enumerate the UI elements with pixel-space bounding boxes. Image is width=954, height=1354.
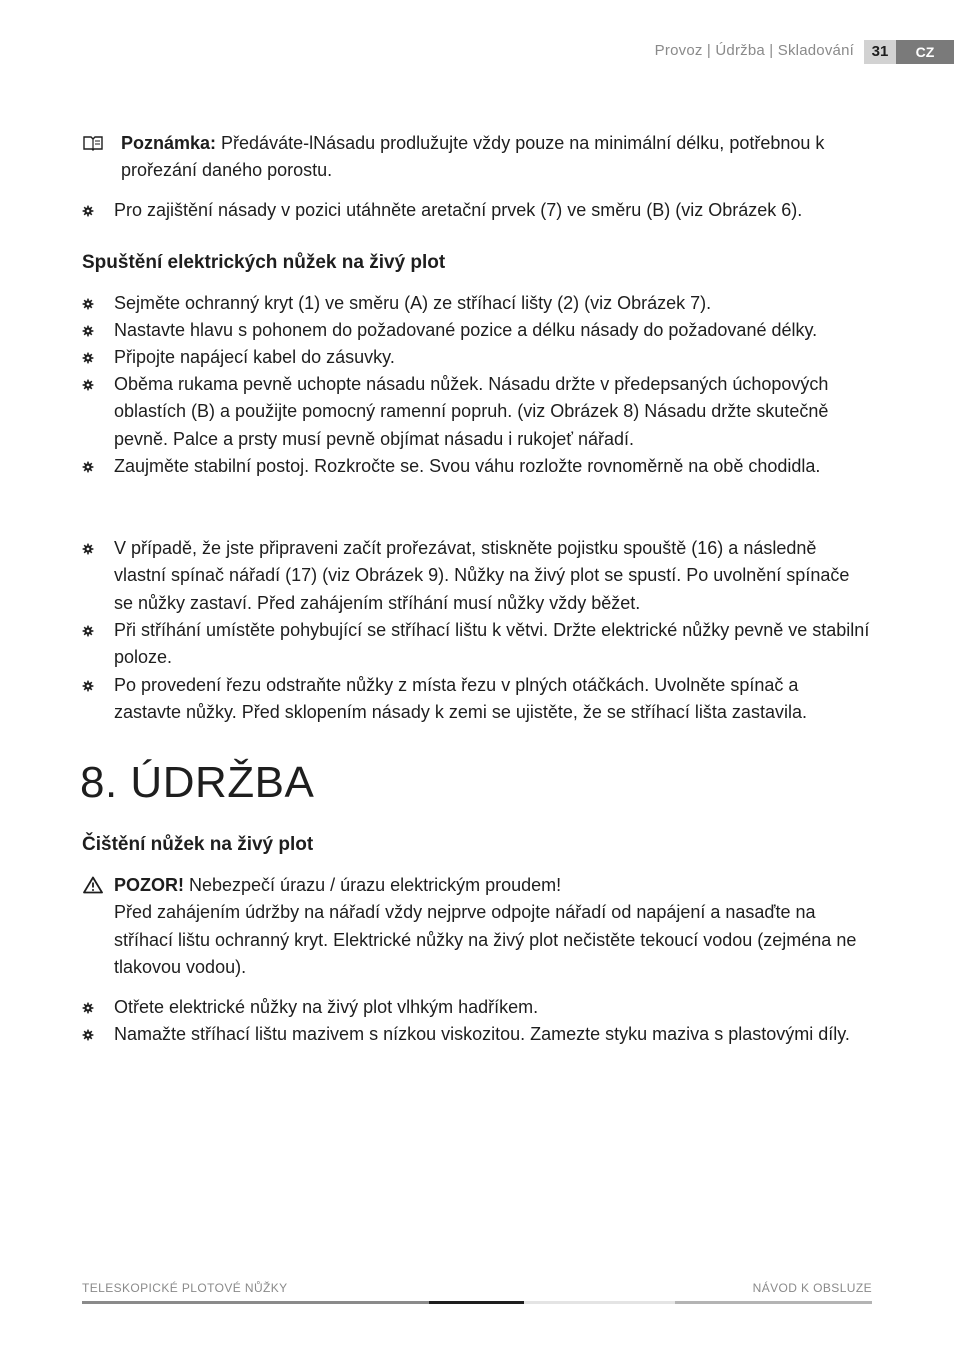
gear-bullet-icon: [82, 1029, 94, 1041]
running-header: Provoz | Údržba | Skladování: [654, 42, 854, 59]
list-item: Nastavte hlavu s pohonem do požadované pozice a délku násady do požadované délky.: [114, 320, 818, 340]
warning-text: tlakovou vodou).: [114, 957, 247, 978]
gear-bullet-icon: [82, 543, 94, 555]
section-heading-start: Spuštění elektrických nůžek na živý plot: [82, 252, 446, 273]
gear-bullet-icon: [82, 298, 94, 310]
list-item: Pro zajištění násady v pozici utáhněte aretační prvek (7) ve směru (B) (viz Obrázek 6).: [114, 200, 803, 220]
note-text-2: prořezání daného porostu.: [121, 160, 333, 181]
footer-rule-segment: [429, 1301, 524, 1304]
gear-bullet-icon: [82, 205, 94, 217]
footer-rule-segment: [675, 1301, 872, 1304]
warning-text: Před zahájením údržby na nářadí vždy nejprve odpojte nářadí od napájení a nasaďte na: [114, 902, 816, 923]
footer-product: TELESKOPICKÉ PLOTOVÉ NŮŽKY: [82, 1281, 288, 1295]
footer-manual: NÁVOD K OBSLUZE: [752, 1281, 872, 1295]
chapter-title: 8. ÚDRŽBA: [80, 758, 315, 807]
list-item: Zaujměte stabilní postoj. Rozkročte se. Svou váhu rozložte rovnoměrně na obě chodidla.: [114, 456, 821, 476]
list-item: Namažte stříhací lištu mazivem s nízkou viskozitou. Zamezte styku maziva s plastovými díly.: [114, 1024, 850, 1044]
section-heading-clean: Čištění nůžek na živý plot: [82, 834, 314, 855]
open-book-icon: [82, 134, 104, 152]
gear-bullet-icon: [82, 461, 94, 473]
gear-bullet-icon: [82, 1002, 94, 1014]
page-number: 31: [864, 40, 896, 64]
list-item: V případě, že jste připraveni začít prořezávat, stiskněte pojistku spouště (16) a následně vlastní spínač nářadí (17) (viz Obrázek 9). Nůžky na živý plot se spustí. Po uvolnění spínače se nůžky zastaví. Před zahájením stříhání musí nůžky vždy běžet.: [114, 538, 850, 613]
note-paragraph: [121, 130, 891, 185]
list-item: Sejměte ochranný kryt (1) ve směru (A) ze stříhací lišty (2) (viz Obrázek 7).: [114, 293, 712, 313]
gear-bullet-icon: [82, 325, 94, 337]
language-tab: CZ: [896, 40, 954, 64]
list-item: Při stříhání umístěte pohybující se stříhací lištu k větvi. Držte elektrické nůžky pevně ve stabilní poloze.: [114, 620, 870, 668]
list-item: Po provedení řezu odstraňte nůžky z místa řezu v plných otáčkách. Uvolněte spínač a zastavte nůžky. Před sklopením násady k zemi se ujistěte, že se stříhací lišta zastavila.: [114, 675, 807, 723]
gear-bullet-icon: [82, 680, 94, 692]
warning-text: stříhací lištu ochranný kryt. Elektrické nůžky na živý plot nečistěte tekoucí vodou (zejména ne: [114, 929, 857, 950]
warning-label: POZOR!: [114, 875, 184, 895]
gear-bullet-icon: [82, 352, 94, 364]
warning-headline: Nebezpečí úrazu / úrazu elektrickým proudem!: [184, 875, 562, 895]
note-label: Poznámka:: [121, 133, 217, 153]
footer-rule-segment: [524, 1301, 675, 1304]
list-item: Připojte napájecí kabel do zásuvky.: [114, 347, 395, 367]
warning-block: [114, 872, 884, 982]
list-item: Otřete elektrické nůžky na živý plot vlhkým hadříkem.: [114, 997, 539, 1017]
warning-triangle-icon: [83, 876, 103, 894]
list-item: Oběma rukama pevně uchopte násadu nůžek. Násadu držte v předepsaných úchopových oblastích (B) a použijte pomocný ramenní popruh. (viz Obrázek 8) Násadu držte skutečně pevně. Palce a prsty musí pevně objímat násadu i rukojeť nářadí.: [114, 374, 829, 449]
footer-rule-segment: [82, 1301, 429, 1304]
gear-bullet-icon: [82, 379, 94, 391]
gear-bullet-icon: [82, 625, 94, 637]
note-text-1: Předáváte-lNásadu prodlužujte vždy pouze na minimální délku, potřebnou k: [216, 133, 825, 153]
